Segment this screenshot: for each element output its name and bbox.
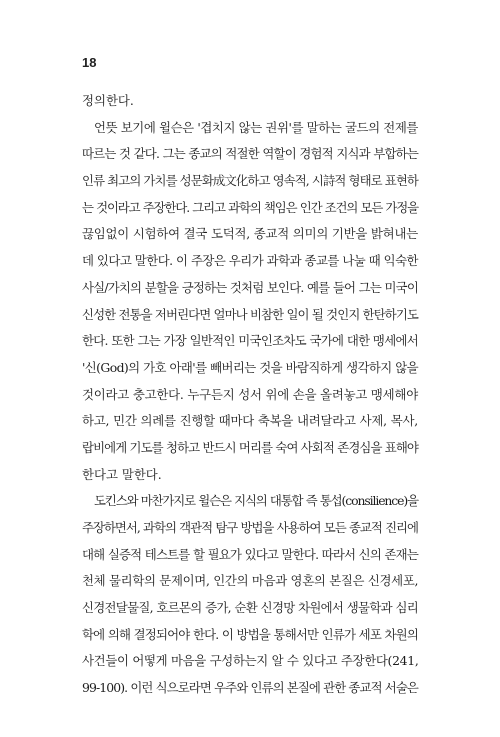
paragraph-first-line: 도킨스와 마찬가지로 윌슨은 지식의 대통합 즉 통섭(consilience)을 xyxy=(94,493,418,509)
text-line: 하고, 민간 의례를 진행할 때마다 축복을 내려달라고 사제, 목사, xyxy=(82,413,418,429)
text-line: 데 있다고 말한다. 이 주장은 우리가 과학과 종교를 나눌 때 익숙한 xyxy=(82,253,419,269)
text-line: 랍비에게 기도를 청하고 반드시 머리를 숙여 사회적 존경심을 표해야 xyxy=(82,439,418,455)
text-line: 는 것이라고 주장한다. 그리고 과학의 책임은 인간 조건의 모든 가정을 xyxy=(82,199,418,215)
text-line: 천체 물리학의 문제이며, 인간의 마음과 영혼의 본질은 신경세포, xyxy=(82,573,419,589)
text-line: 따르는 것 같다. 그는 종교의 적절한 역할이 경험적 지식과 부합하는 xyxy=(82,146,418,162)
body-text xyxy=(82,88,418,702)
text-line: 신성한 전통을 저버린다면 얼마나 비참한 일이 될 것인지 한탄하기도 xyxy=(82,306,418,322)
text-line: 한다고 말한다. xyxy=(82,466,162,482)
text-line: 사건들이 어떻게 마음을 구성하는지 알 수 있다고 주장한다(241, xyxy=(82,653,419,669)
text-line: 주장하면서, 과학의 객관적 탐구 방법을 사용하여 모든 종교적 진리에 xyxy=(82,520,418,535)
text-line: 것이라고 충고한다. 누구든지 성서 위에 손을 올려놓고 맹세해야 xyxy=(82,386,418,402)
text-line: 인류 최고의 가치를 성문화成文化하고 영속적, 시詩적 형태로 표현하 xyxy=(82,173,418,189)
text-line: 끊임없이 시험하여 결국 도덕적, 종교적 의미의 기반을 밝혀내는 xyxy=(82,226,418,242)
text-line: 99-100). 이런 식으로라면 우주와 인류의 본질에 관한 종교적 서술은 xyxy=(82,680,418,696)
text-line: 정의한다. xyxy=(82,93,134,108)
paragraph-first-line: 언뜻 보기에 윌슨은 '겹치지 않는 권위'를 말하는 굴드의 전제를 xyxy=(94,119,418,135)
text-line: 신경전달물질, 호르몬의 증가, 순환 신경망 차원에서 생물학과 심리 xyxy=(82,600,418,616)
text-line: 사실/가치의 분할을 긍정하는 것처럼 보인다. 예를 들어 그는 미국이 xyxy=(82,279,418,295)
text-line: 대해 실증적 테스트를 할 필요가 있다고 말한다. 따라서 신의 존재는 xyxy=(82,546,418,562)
text-line: 학에 의해 결정되어야 한다. 이 방법을 통해서만 인류가 세포 차원의 xyxy=(82,626,418,642)
text-line: 한다. 또한 그는 가장 일반적인 미국인조차도 국가에 대한 맹세에서 xyxy=(82,333,418,349)
text-line: '신(God)의 가호 아래'를 빼버리는 것을 바람직하게 생각하지 않을 xyxy=(82,359,418,375)
page-number: 18 xyxy=(82,55,97,70)
